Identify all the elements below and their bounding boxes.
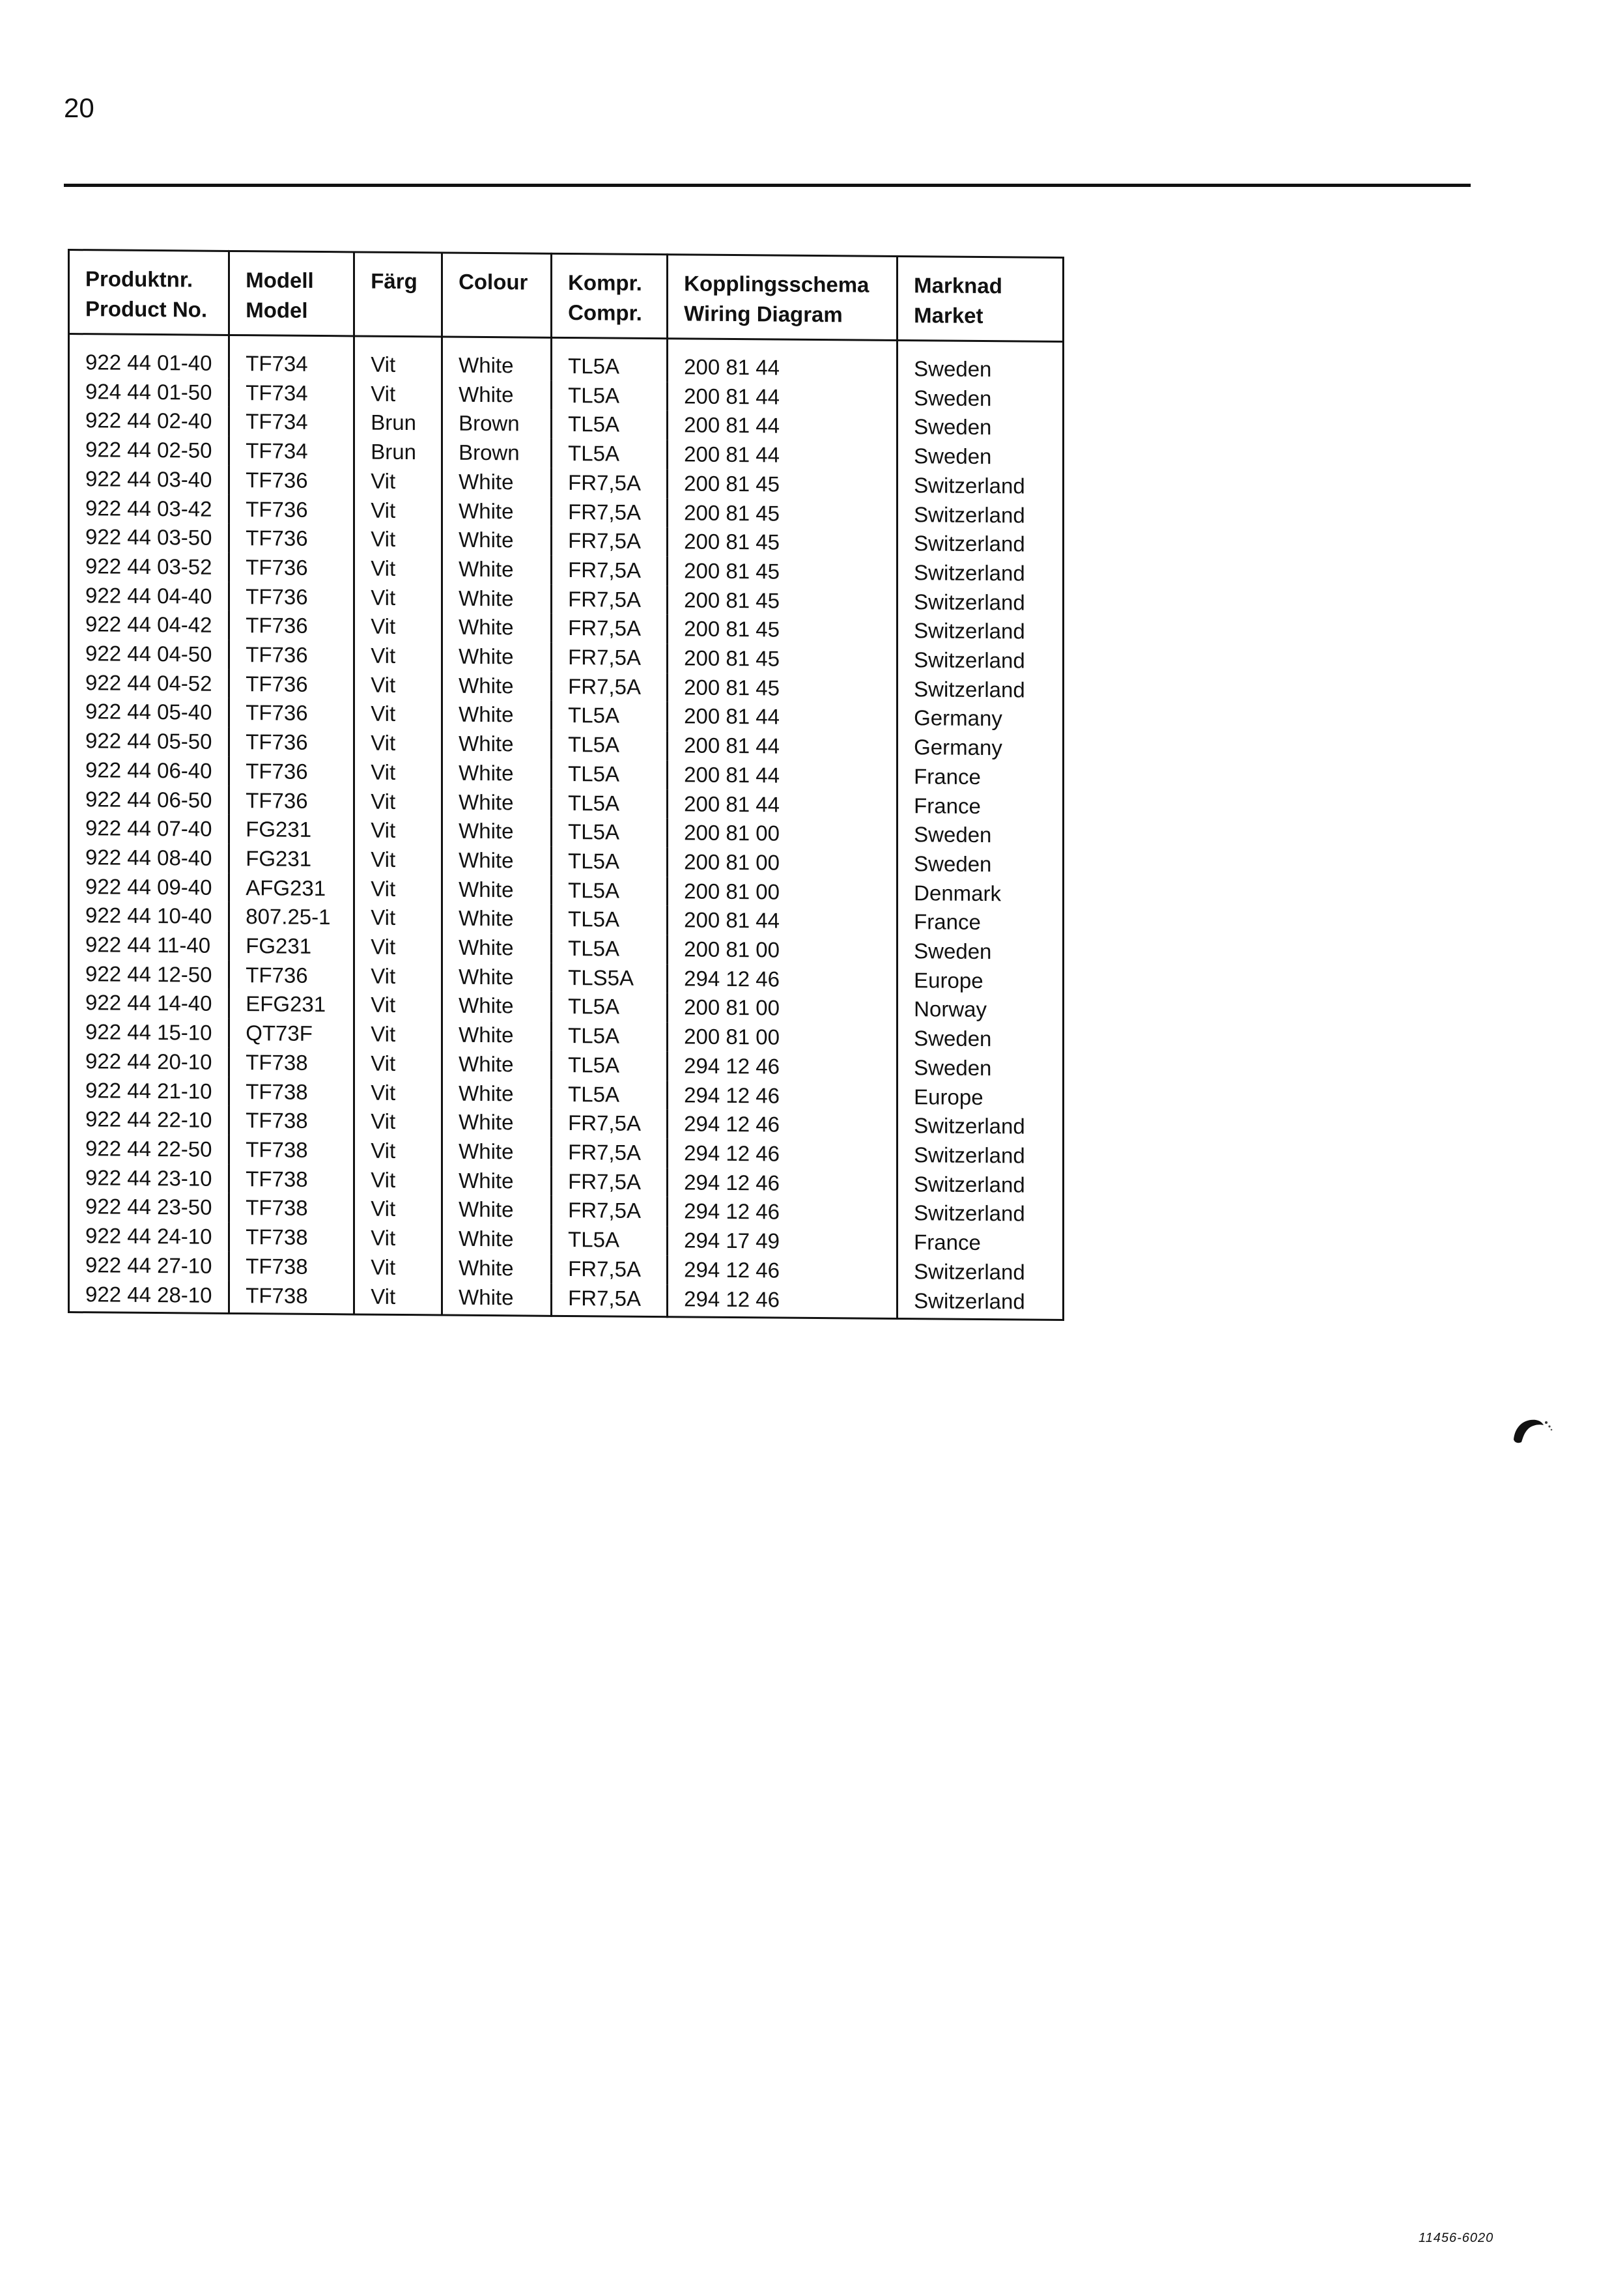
wiring-diagram-cell: 200 81 00: [668, 818, 898, 849]
market-cell: Switzerland: [898, 529, 1064, 560]
wiring-diagram-cell: 200 81 44: [668, 702, 898, 733]
compressor-cell: TL5A: [552, 817, 668, 847]
product-table-container: [68, 249, 1064, 1321]
model-cell: TF738: [229, 1135, 354, 1165]
farg-cell: Vit: [354, 1282, 442, 1315]
wiring-diagram-cell: 200 81 44: [668, 760, 898, 791]
farg-cell: Vit: [354, 1165, 442, 1195]
wiring-diagram-cell: 200 81 45: [668, 527, 898, 558]
market-cell: Switzerland: [898, 588, 1064, 618]
header-compressor: Kompr. Compr.: [552, 253, 668, 338]
compressor-cell: TL5A: [552, 759, 668, 789]
product-no-cell: 924 44 01-50: [69, 377, 229, 408]
colour-cell: White: [442, 875, 552, 905]
model-cell: AFG231: [229, 873, 354, 903]
compressor-cell: TL5A: [552, 905, 668, 935]
market-cell: Switzerland: [898, 616, 1064, 647]
product-no-cell: 922 44 02-50: [69, 435, 229, 466]
product-no-cell: 922 44 23-50: [69, 1192, 229, 1223]
header-market: Marknad Market: [898, 257, 1064, 342]
model-cell: TF736: [229, 640, 354, 670]
model-cell: TF736: [229, 553, 354, 583]
compressor-cell: TL5A: [552, 1225, 668, 1255]
model-cell: TF738: [229, 1223, 354, 1253]
colour-cell: White: [442, 991, 552, 1021]
top-divider: [64, 184, 1471, 187]
colour-cell: White: [442, 613, 552, 643]
header-model: Modell Model: [229, 251, 354, 336]
model-cell: TF736: [229, 611, 354, 641]
product-no-cell: 922 44 04-42: [69, 610, 229, 640]
model-cell: TF736: [229, 786, 354, 815]
market-cell: Switzerland: [898, 1286, 1064, 1320]
compressor-cell: TL5A: [552, 934, 668, 964]
product-no-cell: 922 44 24-10: [69, 1221, 229, 1252]
wiring-diagram-cell: 200 81 45: [668, 615, 898, 645]
colour-cell: White: [442, 1166, 552, 1196]
compressor-cell: TL5A: [552, 701, 668, 731]
colour-cell: White: [442, 1225, 552, 1254]
market-cell: Sweden: [898, 412, 1064, 443]
compressor-cell: FR7,5A: [552, 584, 668, 614]
wiring-diagram-cell: 200 81 00: [668, 1022, 898, 1053]
compressor-cell: TL5A: [552, 1021, 668, 1051]
colour-cell: White: [442, 554, 552, 584]
product-no-cell: 922 44 28-10: [69, 1280, 229, 1314]
market-cell: Germany: [898, 703, 1064, 734]
model-cell: TF736: [229, 670, 354, 700]
farg-cell: Vit: [354, 525, 442, 555]
model-cell: TF738: [229, 1165, 354, 1195]
market-cell: France: [898, 1228, 1064, 1258]
model-cell: TF738: [229, 1077, 354, 1107]
wiring-diagram-cell: 200 81 44: [668, 411, 898, 442]
compressor-cell: TL5A: [552, 788, 668, 818]
model-cell: FG231: [229, 815, 354, 845]
farg-cell: Vit: [354, 961, 442, 991]
farg-cell: Vit: [354, 903, 442, 933]
farg-cell: Vit: [354, 991, 442, 1021]
market-cell: France: [898, 907, 1064, 938]
compressor-cell: FR7,5A: [552, 614, 668, 644]
product-no-cell: 922 44 23-10: [69, 1163, 229, 1194]
colour-cell: White: [442, 845, 552, 875]
product-no-cell: 922 44 15-10: [69, 1017, 229, 1048]
wiring-diagram-cell: 200 81 44: [668, 731, 898, 761]
product-no-cell: 922 44 03-42: [69, 494, 229, 524]
colour-cell: White: [442, 337, 552, 381]
model-cell: EFG231: [229, 989, 354, 1019]
farg-cell: Vit: [354, 933, 442, 963]
colour-cell: White: [442, 904, 552, 934]
model-cell: TF736: [229, 961, 354, 991]
compressor-cell: TL5A: [552, 439, 668, 469]
product-no-cell: 922 44 21-10: [69, 1076, 229, 1107]
colour-cell: White: [442, 671, 552, 701]
model-cell: TF734: [229, 335, 354, 379]
colour-cell: Brown: [442, 438, 552, 468]
product-table: [68, 249, 1064, 1321]
market-cell: Switzerland: [898, 471, 1064, 502]
wiring-diagram-cell: 200 81 44: [668, 906, 898, 937]
market-cell: Norway: [898, 995, 1064, 1025]
farg-cell: Vit: [354, 1078, 442, 1108]
market-cell: Sweden: [898, 1053, 1064, 1084]
product-no-cell: 922 44 04-50: [69, 639, 229, 670]
market-cell: Sweden: [898, 1024, 1064, 1055]
market-cell: Denmark: [898, 879, 1064, 909]
product-no-cell: 922 44 05-50: [69, 726, 229, 757]
market-cell: Germany: [898, 733, 1064, 763]
farg-cell: Brun: [354, 408, 442, 438]
market-cell: Europe: [898, 1083, 1064, 1113]
compressor-cell: TL5A: [552, 875, 668, 905]
colour-cell: White: [442, 933, 552, 963]
wiring-diagram-cell: 200 81 45: [668, 586, 898, 616]
compressor-cell: FR7,5A: [552, 497, 668, 527]
farg-cell: Vit: [354, 1195, 442, 1225]
market-cell: Switzerland: [898, 645, 1064, 676]
market-cell: Sweden: [898, 820, 1064, 851]
market-cell: Switzerland: [898, 558, 1064, 589]
model-cell: TF738: [229, 1106, 354, 1136]
farg-cell: Vit: [354, 336, 442, 380]
wiring-diagram-cell: 200 81 45: [668, 498, 898, 529]
compressor-cell: FR7,5A: [552, 672, 668, 702]
model-cell: TF738: [229, 1048, 354, 1078]
colour-cell: White: [442, 962, 552, 992]
product-no-cell: 922 44 01-40: [69, 334, 229, 378]
colour-cell: White: [442, 1137, 552, 1167]
header-wiring-diagram: Kopplingsschema Wiring Diagram: [668, 255, 898, 341]
wiring-diagram-cell: 200 81 45: [668, 644, 898, 674]
model-cell: TF736: [229, 466, 354, 496]
table-body: [69, 334, 1064, 1320]
farg-cell: Vit: [354, 641, 442, 671]
colour-cell: White: [442, 1195, 552, 1225]
wiring-diagram-cell: 294 12 46: [668, 964, 898, 995]
market-cell: Switzerland: [898, 1170, 1064, 1200]
wiring-diagram-cell: 200 81 45: [668, 556, 898, 587]
wiring-diagram-cell: 200 81 44: [668, 440, 898, 470]
farg-cell: Brun: [354, 438, 442, 468]
farg-cell: Vit: [354, 466, 442, 496]
wiring-diagram-cell: 294 12 46: [668, 1139, 898, 1169]
document-code: 11456-6020: [1419, 2231, 1494, 2245]
wiring-diagram-cell: 294 17 49: [668, 1226, 898, 1256]
model-cell: FG231: [229, 844, 354, 874]
product-no-cell: 922 44 03-52: [69, 552, 229, 582]
page-number: 20: [64, 92, 94, 123]
farg-cell: Vit: [354, 670, 442, 700]
wiring-diagram-cell: 200 81 00: [668, 877, 898, 907]
compressor-cell: TL5A: [552, 410, 668, 440]
farg-cell: Vit: [354, 1224, 442, 1254]
product-no-cell: 922 44 03-50: [69, 522, 229, 553]
farg-cell: Vit: [354, 612, 442, 642]
header-product-no: Produktnr. Product No.: [69, 250, 229, 335]
product-no-cell: 922 44 03-40: [69, 464, 229, 495]
model-cell: TF734: [229, 378, 354, 408]
compressor-cell: TL5A: [552, 847, 668, 877]
colour-cell: White: [442, 380, 552, 410]
compressor-cell: FR7,5A: [552, 556, 668, 586]
colour-cell: White: [442, 642, 552, 672]
model-cell: TF738: [229, 1193, 354, 1223]
wiring-diagram-cell: 294 12 46: [668, 1051, 898, 1082]
wiring-diagram-cell: 200 81 44: [668, 382, 898, 412]
table-row: [69, 334, 1064, 385]
model-cell: TF736: [229, 698, 354, 728]
farg-cell: Vit: [354, 845, 442, 875]
model-cell: TF736: [229, 757, 354, 787]
product-no-cell: 922 44 20-10: [69, 1047, 229, 1077]
compressor-cell: TLS5A: [552, 963, 668, 993]
product-no-cell: 922 44 12-50: [69, 959, 229, 990]
market-cell: France: [898, 762, 1064, 793]
farg-cell: Vit: [354, 787, 442, 817]
model-cell: 807.25-1: [229, 902, 354, 932]
wiring-diagram-cell: 200 81 00: [668, 993, 898, 1024]
product-no-cell: 922 44 11-40: [69, 930, 229, 961]
compressor-cell: TL5A: [552, 1051, 668, 1081]
model-cell: TF736: [229, 524, 354, 554]
scan-blot-mark: [1510, 1407, 1555, 1446]
product-no-cell: 922 44 05-40: [69, 697, 229, 728]
colour-cell: White: [442, 1049, 552, 1079]
compressor-cell: FR7,5A: [552, 1167, 668, 1197]
colour-cell: White: [442, 1283, 552, 1316]
product-no-cell: 922 44 22-50: [69, 1134, 229, 1165]
market-cell: Switzerland: [898, 1111, 1064, 1142]
model-cell: FG231: [229, 931, 354, 961]
product-no-cell: 922 44 10-40: [69, 901, 229, 931]
compressor-cell: TL5A: [552, 730, 668, 760]
product-no-cell: 922 44 07-40: [69, 814, 229, 844]
wiring-diagram-cell: 200 81 00: [668, 935, 898, 965]
market-cell: Switzerland: [898, 1141, 1064, 1171]
market-cell: France: [898, 791, 1064, 822]
market-cell: Switzerland: [898, 1198, 1064, 1229]
model-cell: TF736: [229, 728, 354, 758]
compressor-cell: FR7,5A: [552, 643, 668, 673]
wiring-diagram-cell: 294 12 46: [668, 1168, 898, 1198]
model-cell: TF738: [229, 1252, 354, 1282]
model-cell: TF736: [229, 582, 354, 612]
header-colour: Colour: [442, 253, 552, 337]
colour-cell: White: [442, 1108, 552, 1138]
market-cell: Europe: [898, 966, 1064, 997]
colour-cell: White: [442, 730, 552, 759]
colour-cell: White: [442, 1079, 552, 1109]
market-cell: Sweden: [898, 341, 1064, 385]
compressor-cell: FR7,5A: [552, 1196, 668, 1226]
compressor-cell: TL5A: [552, 992, 668, 1022]
market-cell: Switzerland: [898, 1257, 1064, 1288]
wiring-diagram-cell: 294 12 46: [668, 1197, 898, 1228]
colour-cell: White: [442, 584, 552, 614]
farg-cell: Vit: [354, 583, 442, 613]
market-cell: Sweden: [898, 849, 1064, 880]
wiring-diagram-cell: 294 12 46: [668, 1081, 898, 1111]
header-farg: Färg: [354, 252, 442, 337]
farg-cell: Vit: [354, 496, 442, 526]
farg-cell: Vit: [354, 874, 442, 904]
compressor-cell: TL5A: [552, 381, 668, 411]
product-no-cell: 922 44 08-40: [69, 843, 229, 873]
colour-cell: White: [442, 700, 552, 730]
farg-cell: Vit: [354, 816, 442, 846]
wiring-diagram-cell: 294 12 46: [668, 1255, 898, 1286]
farg-cell: Vit: [354, 1136, 442, 1166]
model-cell: TF734: [229, 407, 354, 437]
colour-cell: White: [442, 1253, 552, 1283]
farg-cell: Vit: [354, 379, 442, 409]
product-no-cell: 922 44 27-10: [69, 1251, 229, 1281]
colour-cell: White: [442, 787, 552, 817]
colour-cell: White: [442, 496, 552, 526]
farg-cell: Vit: [354, 1020, 442, 1050]
market-cell: Sweden: [898, 937, 1064, 967]
product-no-cell: 922 44 02-40: [69, 406, 229, 436]
farg-cell: Vit: [354, 1253, 442, 1283]
market-cell: Sweden: [898, 384, 1064, 414]
wiring-diagram-cell: 294 12 46: [668, 1110, 898, 1141]
market-cell: Switzerland: [898, 675, 1064, 705]
farg-cell: Vit: [354, 729, 442, 759]
compressor-cell: FR7,5A: [552, 468, 668, 498]
compressor-cell: TL5A: [552, 337, 668, 382]
compressor-cell: TL5A: [552, 1079, 668, 1109]
farg-cell: Vit: [354, 554, 442, 584]
colour-cell: White: [442, 467, 552, 497]
compressor-cell: FR7,5A: [552, 1109, 668, 1139]
model-cell: TF736: [229, 494, 354, 524]
wiring-diagram-cell: 200 81 45: [668, 469, 898, 500]
compressor-cell: FR7,5A: [552, 1138, 668, 1168]
product-no-cell: 922 44 04-52: [69, 668, 229, 699]
market-cell: Switzerland: [898, 500, 1064, 531]
wiring-diagram-cell: 200 81 00: [668, 847, 898, 878]
farg-cell: Vit: [354, 1107, 442, 1137]
product-no-cell: 922 44 06-50: [69, 785, 229, 815]
compressor-cell: FR7,5A: [552, 526, 668, 556]
product-no-cell: 922 44 09-40: [69, 872, 229, 903]
colour-cell: White: [442, 817, 552, 847]
market-cell: Sweden: [898, 442, 1064, 472]
farg-cell: Vit: [354, 1049, 442, 1079]
farg-cell: Vit: [354, 758, 442, 787]
wiring-diagram-cell: 200 81 44: [668, 339, 898, 384]
farg-cell: Vit: [354, 700, 442, 730]
product-no-cell: 922 44 04-40: [69, 581, 229, 612]
colour-cell: White: [442, 526, 552, 556]
table-header-row: [69, 250, 1064, 342]
colour-cell: Brown: [442, 409, 552, 439]
wiring-diagram-cell: 200 81 44: [668, 789, 898, 820]
model-cell: TF734: [229, 436, 354, 466]
product-no-cell: 922 44 06-40: [69, 756, 229, 786]
model-cell: QT73F: [229, 1019, 354, 1049]
product-no-cell: 922 44 22-10: [69, 1105, 229, 1135]
product-no-cell: 922 44 14-40: [69, 988, 229, 1019]
model-cell: TF738: [229, 1281, 354, 1314]
compressor-cell: FR7,5A: [552, 1283, 668, 1317]
compressor-cell: FR7,5A: [552, 1254, 668, 1284]
colour-cell: White: [442, 1021, 552, 1051]
wiring-diagram-cell: 200 81 45: [668, 673, 898, 703]
colour-cell: White: [442, 758, 552, 788]
wiring-diagram-cell: 294 12 46: [668, 1284, 898, 1319]
